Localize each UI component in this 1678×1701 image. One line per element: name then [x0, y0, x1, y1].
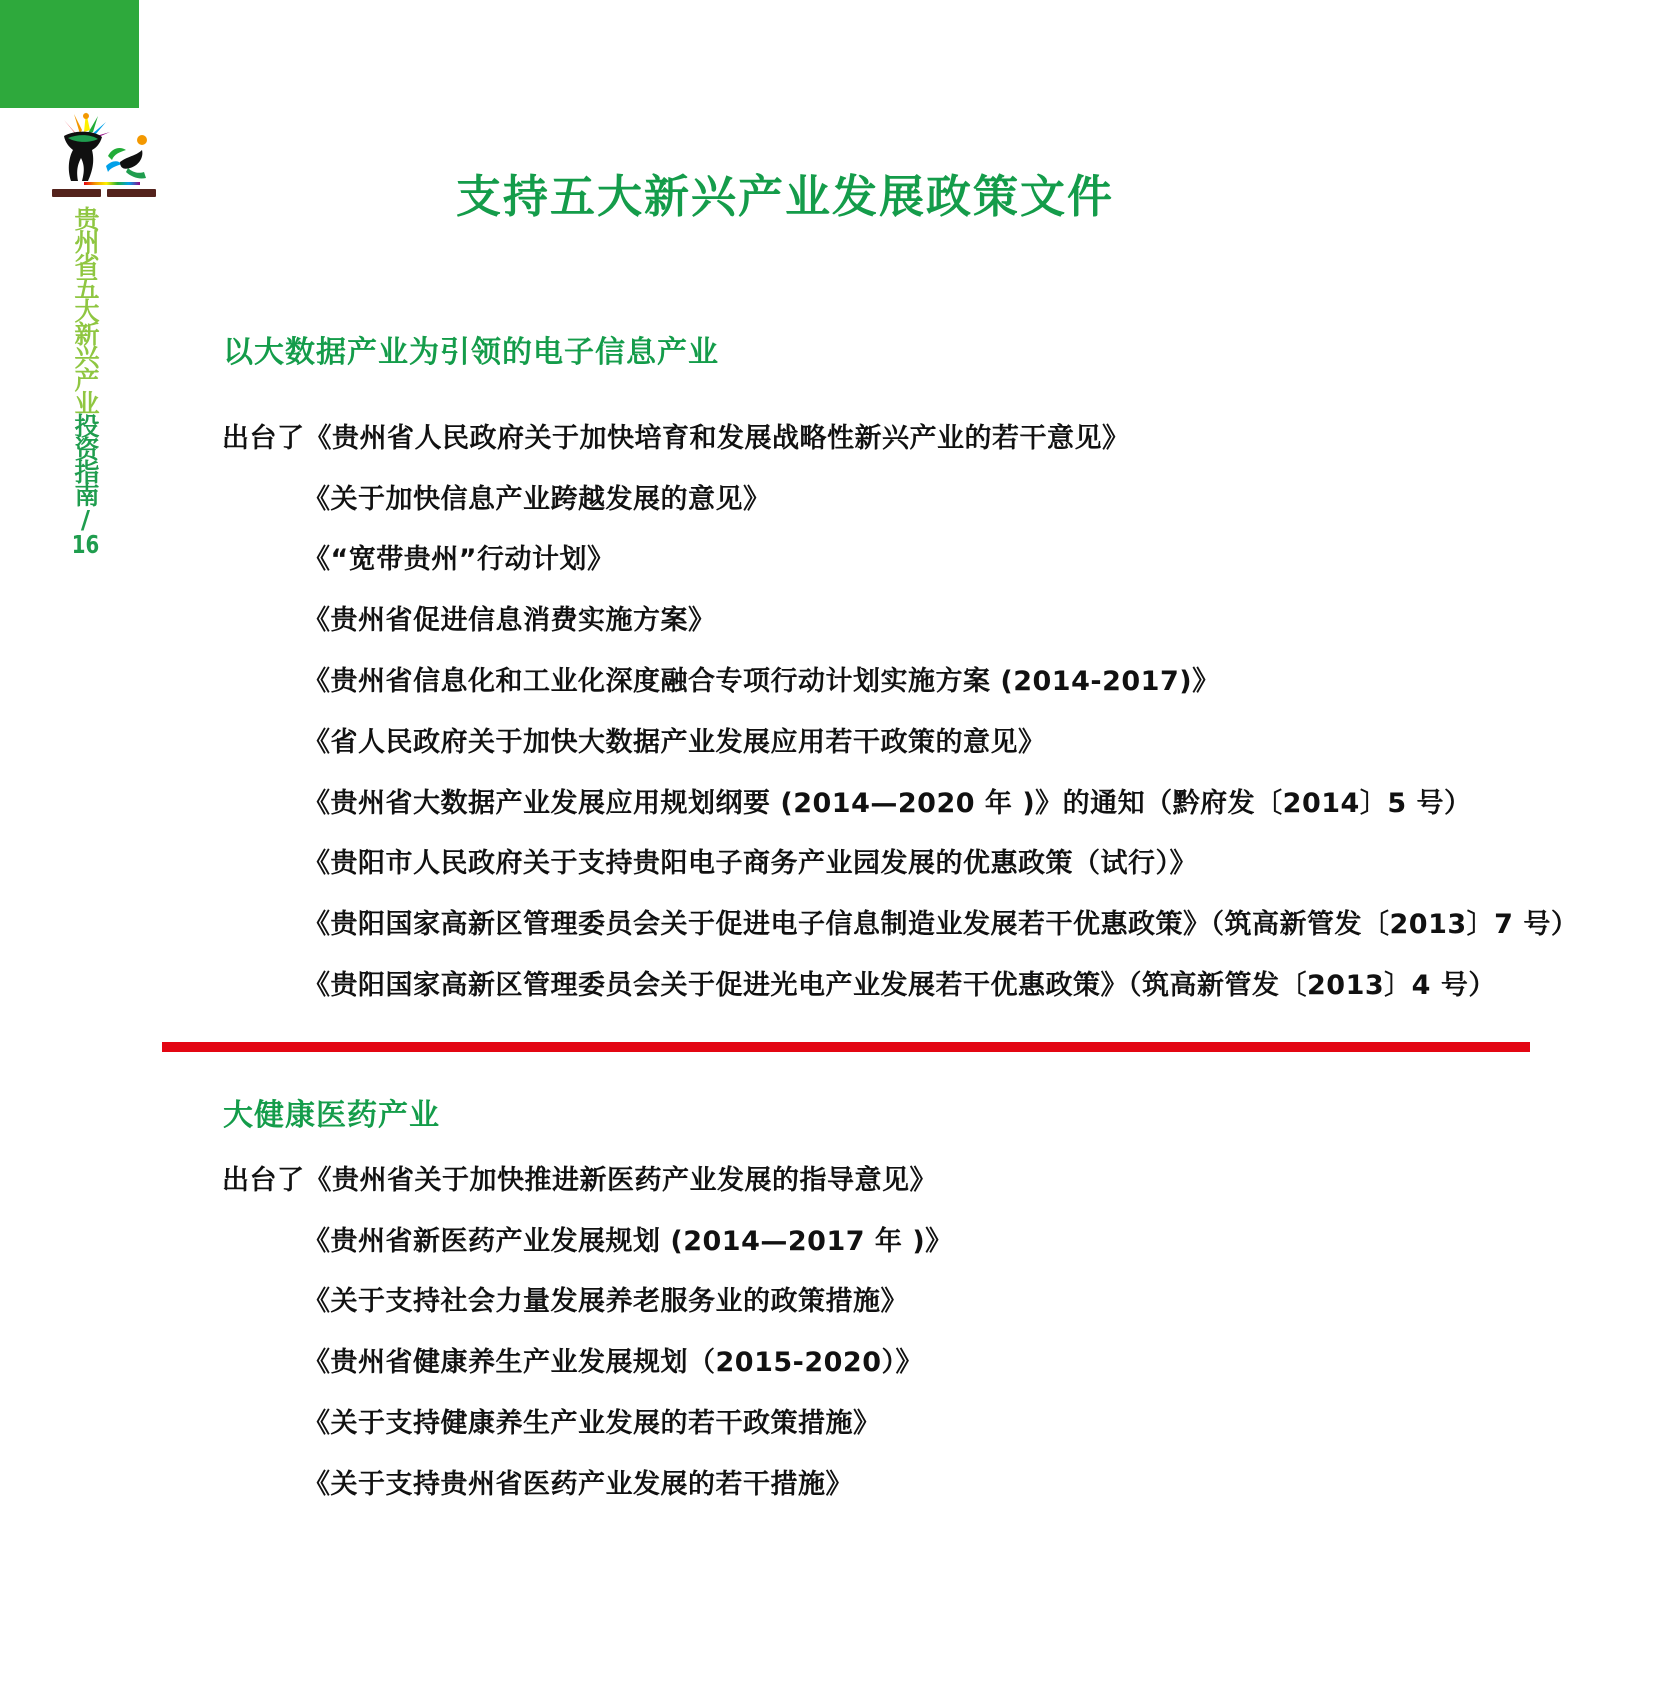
doc-text: 《贵阳市人民政府关于支持贵阳电子商务产业园发展的优惠政策（试行）》: [303, 848, 1197, 880]
doc-line: [222, 1208, 1552, 1269]
doc-line: [222, 952, 1552, 1013]
doc-text: 《贵州省促进信息消费实施方案》: [303, 605, 716, 637]
page-number: 16: [71, 532, 100, 557]
sidebar-vertical-title: [62, 206, 108, 557]
policy-list-health-medicine: [222, 1147, 1552, 1512]
doc-line: [222, 770, 1552, 831]
doc-text: 《关于支持健康养生产业发展的若干政策措施》: [303, 1408, 881, 1440]
doc-text: 《贵州省人民政府关于加快培育和发展战略性新兴产业的若干意见》: [304, 422, 1130, 454]
doc-text: 《贵州省健康养生产业发展规划（2015-2020）》: [303, 1347, 923, 1379]
doc-line: [222, 1451, 1552, 1512]
brand-logo-icon: [50, 110, 156, 188]
doc-line: [222, 587, 1552, 648]
section-heading-health-medicine: 大健康医药产业: [223, 1098, 440, 1133]
corner-accent-block: [0, 0, 139, 108]
doc-text: 《省人民政府关于加快大数据产业发展应用若干政策的意见》: [303, 726, 1046, 758]
doc-text: 《贵州省大数据产业发展应用规划纲要 (2014—2020 年 )》的通知（黔府发〔2014〕5 号）: [303, 787, 1472, 819]
lead-text: 出台了: [222, 422, 305, 454]
policy-list-electronic-information: [222, 405, 1579, 1013]
doc-line: [222, 648, 1552, 709]
logo-tagline-segment: [107, 189, 156, 197]
section-divider: [162, 1042, 1530, 1052]
logo-tagline: [52, 189, 156, 197]
logo-tagline-segment: [52, 189, 101, 197]
doc-line-group: [222, 1208, 1552, 1512]
doc-text: 《贵州省新医药产业发展规划 (2014—2017 年 )》: [303, 1225, 953, 1257]
doc-line: [222, 831, 1552, 892]
section-heading-electronic-information: 以大数据产业为引领的电子信息产业: [223, 335, 719, 370]
doc-text: 《贵阳国家高新区管理委员会关于促进电子信息制造业发展若干优惠政策》（筑高新管发〔2013〕7 号）: [303, 909, 1579, 941]
doc-text: 《关于支持社会力量发展养老服务业的政策措施》: [303, 1286, 908, 1318]
doc-line: [222, 527, 1552, 588]
doc-text: 《关于支持贵州省医药产业发展的若干措施》: [303, 1468, 853, 1500]
doc-line: [222, 1269, 1552, 1330]
doc-line: [222, 1147, 1552, 1208]
doc-line: [222, 891, 1579, 952]
doc-line: [222, 405, 1552, 466]
sidebar-title-dark: 投资指南: [71, 413, 100, 505]
doc-line: [222, 1329, 1552, 1390]
doc-text: 《关于加快信息产业跨越发展的意见》: [303, 483, 771, 515]
doc-line-group: [222, 466, 1579, 1013]
lead-text: 出台了: [222, 1164, 305, 1196]
doc-line: [222, 1390, 1552, 1451]
doc-text: 《“宽带贵州”行动计划》: [303, 544, 615, 576]
sidebar-separator: /: [71, 505, 100, 532]
doc-line: [222, 466, 1552, 527]
doc-line: [222, 709, 1552, 770]
page-title: 支持五大新兴产业发展政策文件: [455, 170, 1114, 223]
doc-text: 《贵州省关于加快推进新医药产业发展的指导意见》: [304, 1164, 937, 1196]
sidebar-title-light: 贵州省五大新兴产业: [71, 206, 100, 413]
doc-text: 《贵阳国家高新区管理委员会关于促进光电产业发展若干优惠政策》（筑高新管发〔2013〕4 号）: [303, 970, 1496, 1002]
doc-text: 《贵州省信息化和工业化深度融合专项行动计划实施方案 (2014-2017)》: [303, 666, 1220, 698]
